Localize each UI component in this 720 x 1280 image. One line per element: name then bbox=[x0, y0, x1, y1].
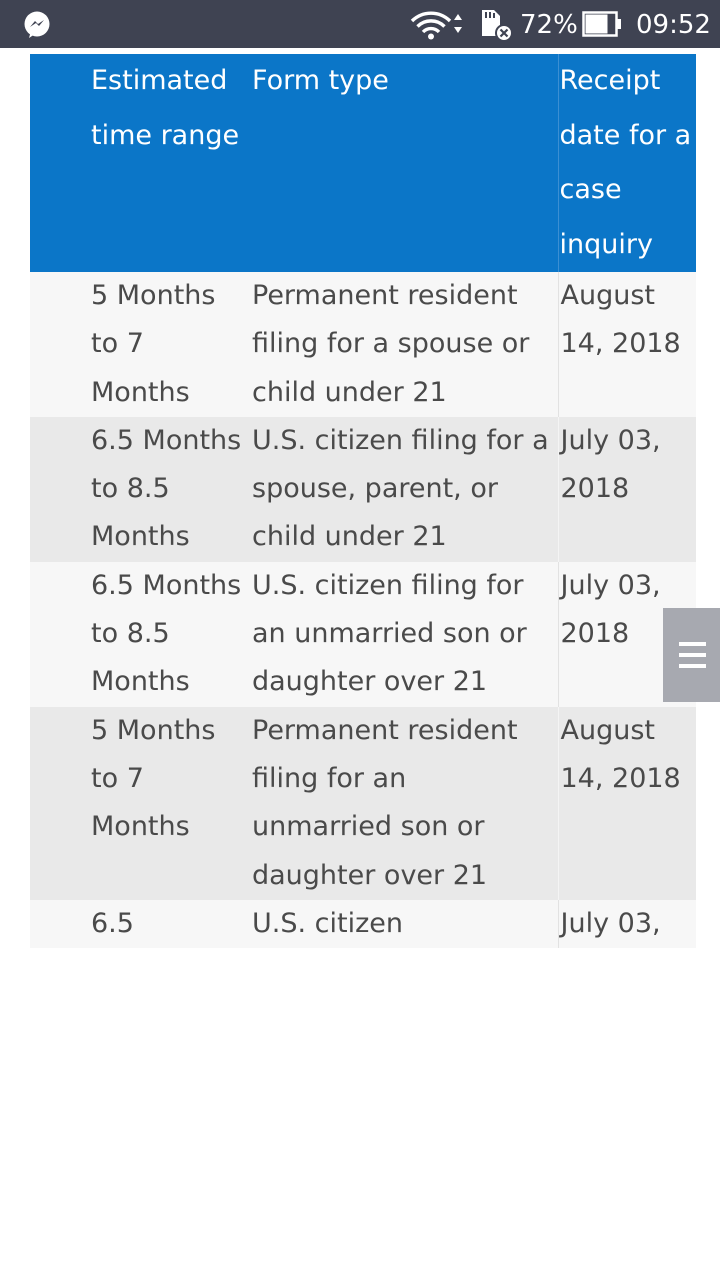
cell-receipt-date: August 14, 2018 bbox=[558, 707, 696, 900]
table-row bbox=[30, 272, 696, 417]
battery-percent: 72% bbox=[520, 10, 578, 40]
cell-receipt-date: August 14, 2018 bbox=[558, 272, 696, 417]
header-estimated-time-range: Estimated time range bbox=[30, 54, 252, 272]
table-row bbox=[30, 707, 696, 900]
cell-form-type: Permanent resident filing for an unmarried son or daughter over 21 bbox=[252, 707, 558, 900]
battery-icon bbox=[582, 11, 622, 37]
page-content bbox=[0, 48, 720, 1280]
wifi-icon bbox=[410, 10, 466, 40]
table-row bbox=[30, 900, 696, 948]
cell-receipt-date: July 03, 2018 bbox=[558, 417, 696, 562]
cell-time-range: 6.5 bbox=[30, 900, 252, 948]
cell-time-range: 5 Months to 7 Months bbox=[30, 272, 252, 417]
cell-form-type: U.S. citizen filing for a spouse, parent, or child under 21 bbox=[252, 417, 558, 562]
cell-time-range: 6.5 Months to 8.5 Months bbox=[30, 562, 252, 707]
cell-time-range: 5 Months to 7 Months bbox=[30, 707, 252, 900]
cell-receipt-date: July 03, bbox=[558, 900, 696, 948]
table-header-row bbox=[30, 54, 696, 272]
header-form-type: Form type bbox=[252, 54, 558, 272]
cell-form-type: Permanent resident filing for a spouse or child under 21 bbox=[252, 272, 558, 417]
processing-times-table bbox=[30, 54, 696, 948]
clock: 09:52 bbox=[636, 10, 711, 40]
header-receipt-date: Receipt date for a case inquiry bbox=[558, 54, 696, 272]
cell-time-range: 6.5 Months to 8.5 Months bbox=[30, 417, 252, 562]
table-row bbox=[30, 562, 696, 707]
cell-receipt-date: July 03, 2018 bbox=[558, 562, 696, 707]
messenger-icon bbox=[22, 10, 52, 40]
status-bar bbox=[0, 0, 720, 48]
floating-menu-button[interactable] bbox=[663, 608, 720, 702]
cell-form-type: U.S. citizen bbox=[252, 900, 558, 948]
table-row bbox=[30, 417, 696, 562]
sd-card-removed-icon bbox=[478, 8, 514, 42]
cell-form-type: U.S. citizen filing for an unmarried son or daughter over 21 bbox=[252, 562, 558, 707]
